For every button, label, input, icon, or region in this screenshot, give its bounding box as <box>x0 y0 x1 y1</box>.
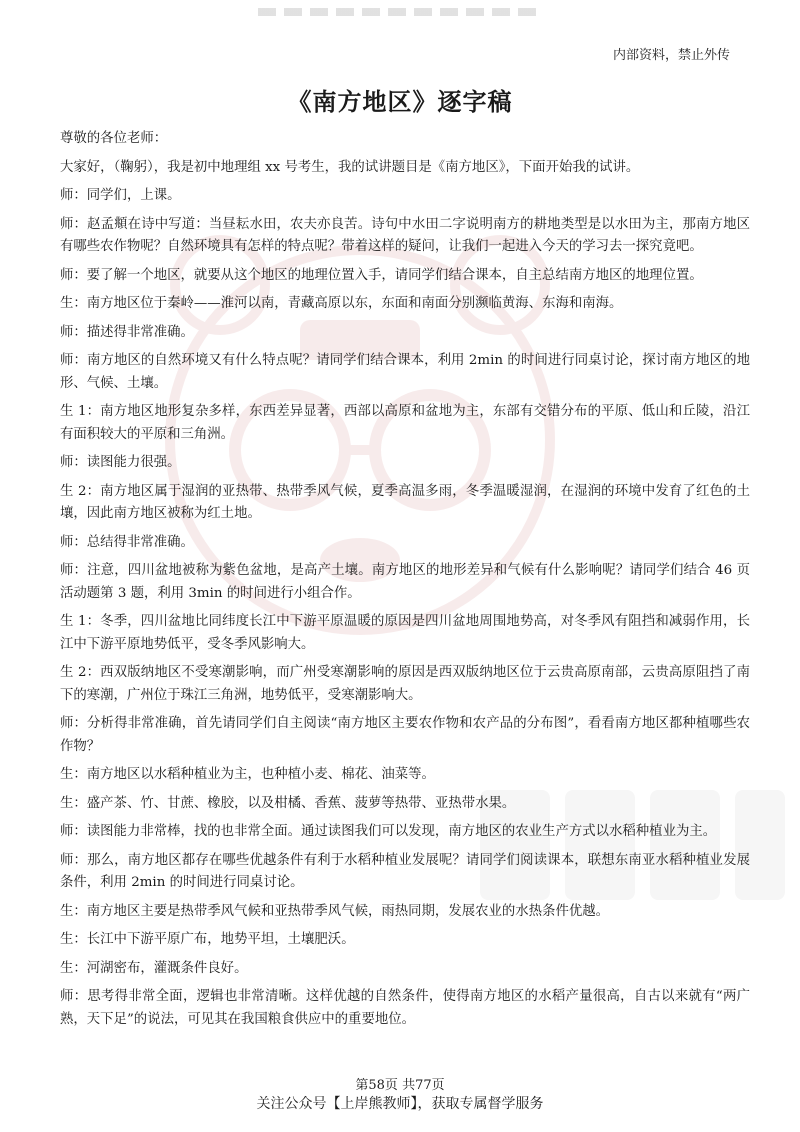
paragraph: 师：读图能力很强。 <box>60 455 181 470</box>
paragraph: 师：赵孟頫在诗中写道：当昼耘水田，农夫亦良苦。诗句中水田二字说明南方的耕地类型是以水田为主，那南方地区有哪些农作物呢？自然环境具有怎样的特点呢？带着这样的疑问，让我们一起进入今天的学习去一探究竟吧。 <box>60 216 750 254</box>
top-bleed-through <box>258 8 538 16</box>
confidential-notice: 内部资料，禁止外传 <box>612 48 730 63</box>
paragraph: 生：南方地区位于秦岭——淮河以南，青藏高原以东，东面和南面分别濒临黄海、东海和南海。 <box>60 296 623 311</box>
paragraph: 师：分析得非常准确，首先请同学们自主阅读“南方地区主要农作物和农产品的分布图”，看看南方地区都种植哪些农作物？ <box>60 716 750 754</box>
paragraph: 师：南方地区的自然环境又有什么特点呢？请同学们结合课本，利用 2min 的时间进行同桌讨论，探讨南方地区的地形、气候、土壤。 <box>60 353 750 391</box>
page-number: 第58页 共77页 <box>355 1078 445 1093</box>
paragraph: 师：要了解一个地区，就要从这个地区的地理位置入手，请同学们结合课本，自主总结南方地区的地理位置。 <box>60 267 703 283</box>
paragraph: 生：南方地区以水稻种植业为主，也种植小麦、棉花、油菜等。 <box>60 767 435 782</box>
paragraph: 生 2：西双版纳地区不受寒潮影响，而广州受寒潮影响的原因是西双版纳地区位于云贵高原南部，云贵高原阻挡了南下的寒潮，广州位于珠江三角洲，地势低平，受寒潮影响大。 <box>60 665 750 703</box>
paragraph: 生 2：南方地区属于湿润的亚热带、热带季风气候，夏季高温多雨，冬季温暖湿润，在湿润的环境中发育了红色的土壤，因此南方地区被称为红土地。 <box>60 483 750 521</box>
page-title: 《南方地区》逐字稿 <box>287 88 513 116</box>
paragraph: 生 1：南方地区地形复杂多样，东西差异显著，西部以高原和盆地为主，东部有交错分布的平原、低山和丘陵，沿江有面积较大的平原和三角洲。 <box>60 404 750 442</box>
paragraph: 生：河湖密布，灌溉条件良好。 <box>60 960 248 976</box>
transcript-body <box>60 128 750 1037</box>
page-footer <box>0 1074 800 1113</box>
paragraph: 生：长江中下游平原广布，地势平坦，土壤肥沃。 <box>60 932 355 947</box>
paragraph: 师：那么，南方地区都存在哪些优越条件有利于水稻种植业发展呢？请同学们阅读课本，联想东南亚水稻种植业发展条件，利用 2min 的时间进行同桌讨论。 <box>60 852 750 890</box>
paragraph: 师：总结得非常准确。 <box>60 534 194 550</box>
paragraph: 师：注意，四川盆地被称为紫色盆地，是高产土壤。南方地区的地形差异和气候有什么影响呢？请同学们结合 46 页活动题第 3 题，利用 3min 的时间进行小组合作。 <box>60 563 750 601</box>
paragraph: 生：盛产茶、竹、甘蔗、橡胶，以及柑橘、香蕉、菠萝等热带、亚热带水果。 <box>60 795 516 811</box>
paragraph: 尊敬的各位老师： <box>60 131 168 146</box>
paragraph: 大家好，（鞠躬），我是初中地理组 xx 号考生，我的试讲题目是《南方地区》，下面开始我的试讲。 <box>60 159 640 175</box>
paragraph: 生：南方地区主要是热带季风气候和亚热带季风气候，雨热同期，发展农业的水热条件优越。 <box>60 903 610 919</box>
paragraph: 生 1：冬季，四川盆地比同纬度长江中下游平原温暖的原因是四川盆地周围地势高，对冬季风有阻挡和减弱作用，长江中下游平原地势低平，受冬季风影响大。 <box>60 614 750 652</box>
paragraph: 师：思考得非常全面，逻辑也非常清晰。这样优越的自然条件，使得南方地区的水稻产量很高，自古以来就有“两广熟，天下足”的说法，可见其在我国粮食供应中的重要地位。 <box>60 989 750 1027</box>
paragraph: 师：同学们，上课。 <box>60 188 181 203</box>
paragraph: 师：描述得非常准确。 <box>60 324 194 340</box>
paragraph: 师：读图能力非常棒，找的也非常全面。通过读图我们可以发现，南方地区的农业生产方式以水稻种植业为主。 <box>60 824 717 839</box>
promo-line: 关注公众号【上岸熊教师】，获取专属督学服务 <box>256 1096 544 1112</box>
